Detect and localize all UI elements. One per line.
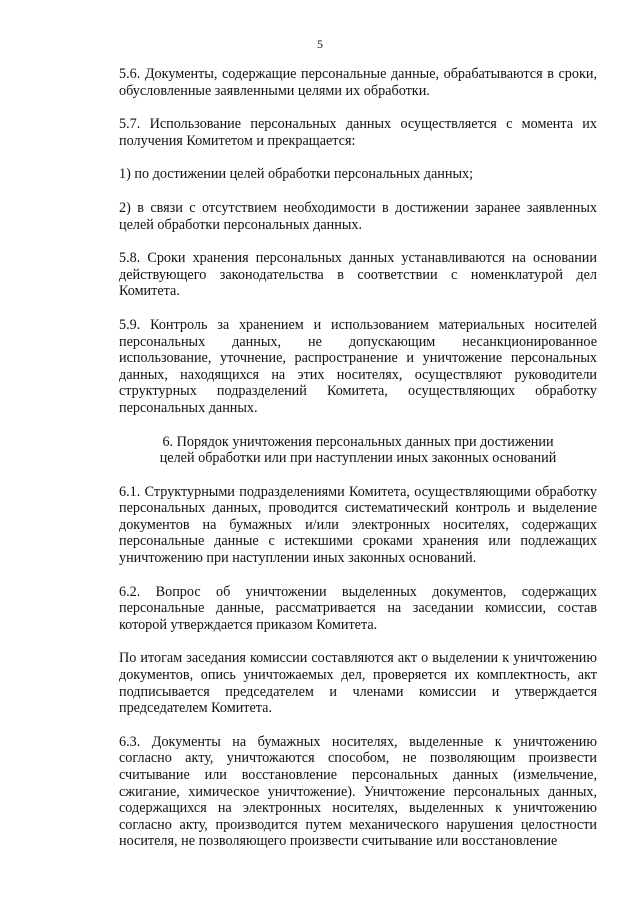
document-body bbox=[119, 66, 597, 867]
paragraph-6-2: 6.2. Вопрос об уничтожении выделенных документов, содержащих персональные данные, рассматривается на заседании комиссии, состав которой утверждается приказом Комитета. bbox=[119, 583, 597, 633]
paragraph-5-7-item-1: 1) по достижении целей обработки персональных данных; bbox=[119, 166, 474, 183]
page-number: 5 bbox=[317, 37, 323, 51]
section-6-heading-line-2: целей обработки или при наступлении иных законных оснований bbox=[159, 450, 557, 467]
paragraph-5-9: 5.9. Контроль за хранением и использованием материальных носителей персональных данных, не допускающим несанкционированное использование, уточнение, распространение и уничтожение персональных данных, находящихся на этих носителях, осуществляют руководители структурных подразделений Комитета, осуществляющих обработку персональных данных. bbox=[119, 316, 597, 416]
paragraph-5-6: 5.6. Документы, содержащие персональные данные, обрабатываются в сроки, обусловленные заявленными целями их обработки. bbox=[119, 66, 597, 99]
section-6-heading bbox=[119, 434, 597, 467]
paragraph-6-1: 6.1. Структурными подразделениями Комитета, осуществляющими обработку персональных данных, проводится систематический контроль и выделение документов на бумажных и/или электронных носителях, содержащих персональные данные с истекшими сроками хранения или подлежащих уничтожению при наступлении иных законных оснований. bbox=[119, 483, 597, 567]
paragraph-6-3: 6.3. Документы на бумажных носителях, выделенные к уничтожению согласно акту, уничтожаются способом, не позволяющим произвести считывание или восстановление персональных данных (измельчение, сжигание, химическое уничтожение). Уничтожение персональных данных, содержащихся на электронных носителях, выделенных к уничтожению согласно акту, производится путем механического нарушения целостности носителя, не позволяющего произвести считывание или восстановление bbox=[119, 733, 597, 850]
paragraph-5-7: 5.7. Использование персональных данных осуществляется с момента их получения Комитетом и прекращается: bbox=[119, 116, 597, 149]
paragraph-5-7-item-2: 2) в связи с отсутствием необходимости в достижении заранее заявленных целей обработки персональных данных. bbox=[119, 199, 597, 233]
paragraph-commission-results: По итогам заседания комиссии составляются акт о выделении к уничтожению документов, опись уничтожаемых дел, проверяется их комплектность, акт подписывается председателем и членами комиссии и утверждается председателем Комитета. bbox=[119, 650, 597, 717]
paragraph-5-8: 5.8. Сроки хранения персональных данных устанавливаются на основании действующего законодательства в соответствии с номенклатурой дел Комитета. bbox=[119, 250, 597, 300]
section-6-heading-line-1: 6. Порядок уничтожения персональных данных при достижении bbox=[162, 433, 554, 450]
